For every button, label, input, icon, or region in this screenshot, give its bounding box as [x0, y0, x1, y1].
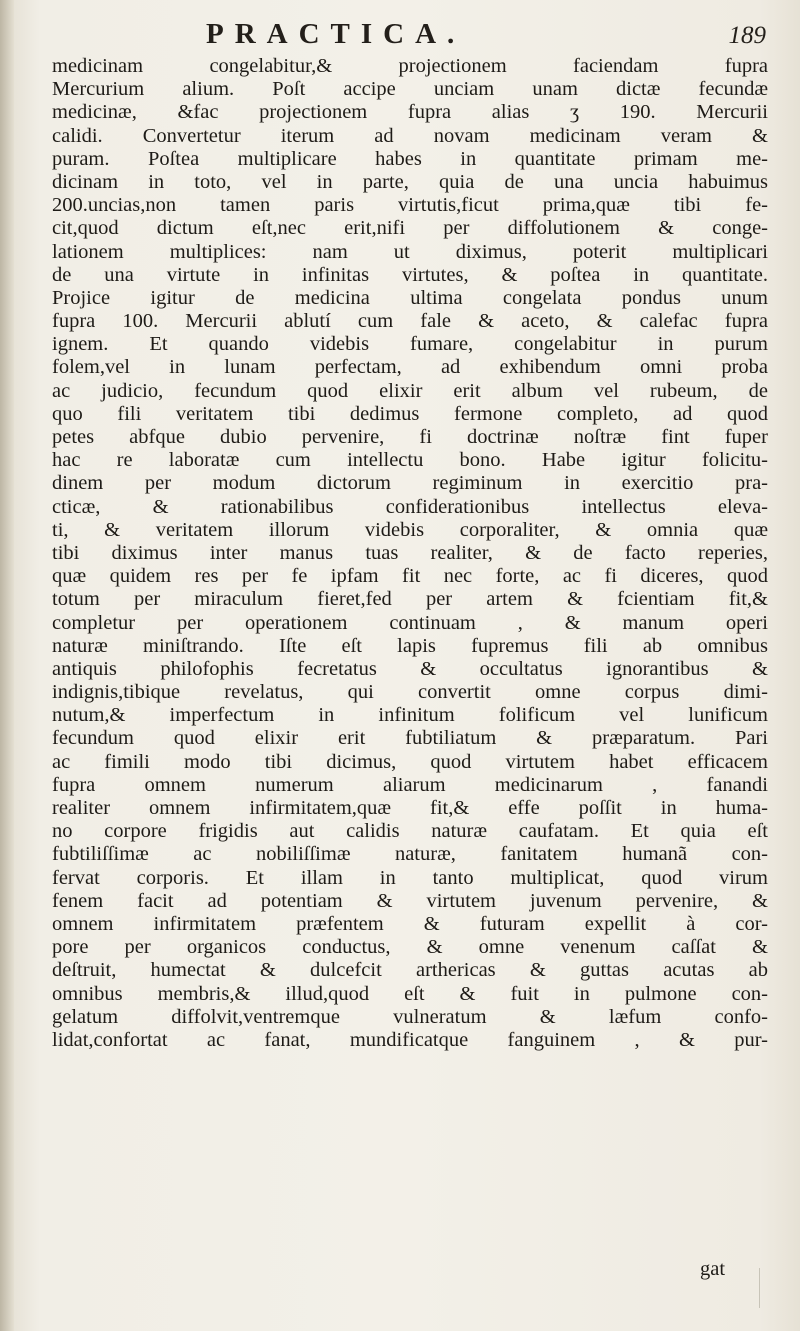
text-line: puram. Poſtea multiplicare habes in quantitate primam me-: [52, 147, 768, 170]
text-line: fubtiliſſimæ ac nobiliſſimæ naturæ, fanitatem humanã con-: [52, 843, 768, 866]
text-line: medicinæ, &fac projectionem fupra alias ʒ 190. Mercurii: [52, 101, 768, 124]
text-line: gelatum diffolvit,ventremque vulneratum & læfum confo-: [52, 1005, 768, 1028]
text-line: dicinam in toto, vel in parte, quia de una uncia habuimus: [52, 170, 768, 193]
text-line: fupra omnem numerum aliarum medicinarum , fanandi: [52, 773, 768, 796]
text-line: omnem infirmitatem præfentem & futuram expellit à cor-: [52, 912, 768, 935]
text-line: realiter omnem infirmitatem,quæ fit,& effe poſſit in huma-: [52, 797, 768, 819]
text-line: hac re laboratæ cum intellectu bono. Habe igitur folicitu-: [52, 449, 768, 472]
text-line: indignis,tibique revelatus, qui convertit omne corpus dimi-: [52, 681, 768, 704]
text-line: deſtruit, humectat & dulcefcit arthericas & guttas acutas ab: [52, 959, 768, 982]
text-line: fecundum quod elixir erit fubtiliatum & præparatum. Pari: [52, 727, 768, 750]
text-line: cticæ, & rationabilibus confiderationibus intellectus eleva-: [52, 495, 768, 518]
text-line: lationem multiplices: nam ut diximus, poterit multiplicari: [52, 240, 768, 263]
text-line: naturæ miniſtrando. Iſte eſt lapis fupremus fili ab omnibus: [52, 634, 768, 657]
text-line: antiquis philofophis fecretatus & occultatus ignorantibus &: [52, 657, 768, 680]
text-line: Projice igitur de medicina ultima congelata pondus unum: [52, 286, 768, 309]
text-line: de una virtute in infinitas virtutes, & poſtea in quantitate.: [52, 263, 768, 286]
text-line: fupra 100. Mercurii ablutí cum fale & aceto, & calefac fupra: [52, 310, 768, 333]
text-line: cit,quod dictum eſt,nec erit,nifi per diffolutionem & conge-: [52, 217, 768, 240]
page-edge-mark: [759, 1268, 776, 1308]
text-line: totum per miraculum fieret,fed per artem & fcientiam fit,&: [52, 588, 768, 611]
text-line: Mercurium alium. Poſt accipe unciam unam dictæ fecundæ: [52, 78, 768, 101]
text-line: quæ quidem res per fe ipfam fit nec forte, ac fi diceres, quod: [52, 565, 768, 588]
page-gutter: [0, 0, 14, 1331]
text-line: no corpore frigidis aut calidis naturæ caufatam. Et quia eſt: [52, 820, 768, 843]
running-head: PRACTICA.: [206, 18, 466, 50]
page-header: [206, 18, 766, 58]
text-line: nutum,& imperfectum in infinitum folificum vel lunificum: [52, 704, 768, 727]
text-line: tibi diximus inter manus tuas realiter, & de facto reperies,: [52, 541, 768, 564]
text-line: omnibus membris,& illud,quod eſt & fuit in pulmone con-: [52, 982, 768, 1005]
catchword: gat: [700, 1258, 726, 1280]
text-line: 200.uncias,non tamen paris virtutis,ficut prima,quæ tibi fe-: [52, 194, 768, 217]
text-line: pore per organicos conductus, & omne venenum caſſat &: [52, 936, 768, 959]
text-line: dinem per modum dictorum regiminum in exercitio pra-: [52, 472, 768, 495]
text-line: folem,vel in lunam perfectam, ad exhibendum omni proba: [52, 356, 768, 379]
text-line: lidat,confortat ac fanat, mundificatque fanguinem , & pur-: [52, 1028, 768, 1051]
text-line: fenem facit ad potentiam & virtutem juvenum pervenire, &: [52, 889, 768, 912]
text-line: medicinam congelabitur,& projectionem faciendam fupra: [52, 55, 768, 77]
text-line: calidi. Convertetur iterum ad novam medicinam veram &: [52, 124, 768, 147]
text-line: fervat corporis. Et illam in tanto multiplicat, quod virum: [52, 866, 768, 889]
text-line: ac judicio, fecundum quod elixir erit album vel rubeum, de: [52, 379, 768, 402]
text-line: quo fili veritatem tibi dedimus fermone completo, ad quod: [52, 402, 768, 425]
text-line: petes abfque dubio pervenire, fi doctrinæ noſtræ fint fuper: [52, 426, 768, 448]
text-line: ti, & veritatem illorum videbis corporaliter, & omnia quæ: [52, 518, 768, 541]
body-text: [52, 55, 768, 1052]
page-number: 189: [728, 22, 766, 49]
text-line: ignem. Et quando videbis fumare, congelabitur in purum: [52, 333, 768, 356]
text-line: completur per operationem continuam , & manum operi: [52, 611, 768, 634]
text-line: ac fimili modo tibi dicimus, quod virtutem habet efficacem: [52, 750, 768, 773]
